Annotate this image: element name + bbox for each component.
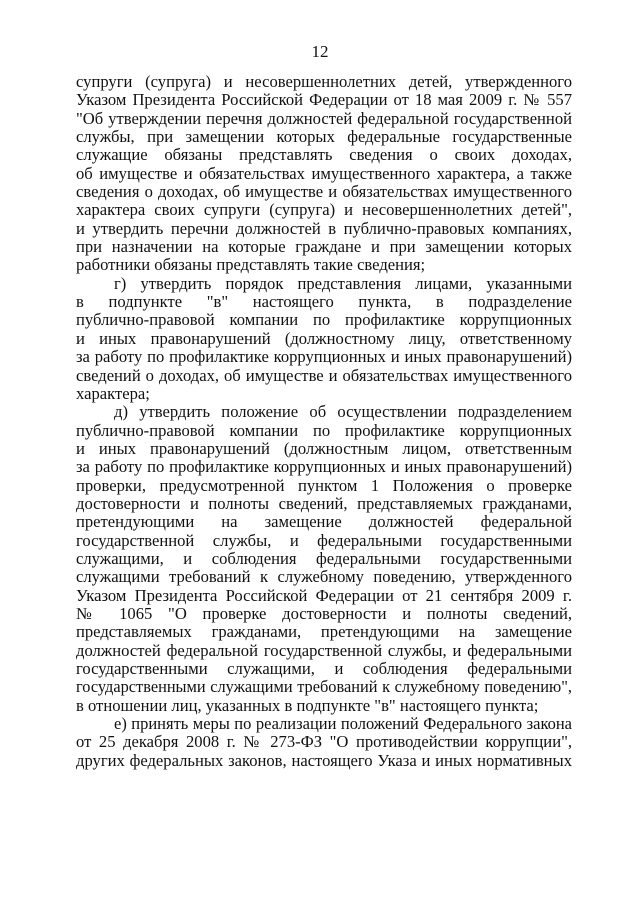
text-line: характера своих супруги (супруга) и несовершеннолетних детей", xyxy=(76,200,572,220)
text-line: проверки, предусмотренной пунктом 1 Положения о проверке xyxy=(76,475,572,495)
text-line: службы, при замещении которых федеральные государственные xyxy=(76,127,572,147)
document-body xyxy=(76,73,572,770)
text-line: характера; xyxy=(76,383,150,403)
text-line: служащими, и соблюдения федеральными государственными xyxy=(76,548,572,568)
text-line: других федеральных законов, настоящего Указа и иных нормативных xyxy=(76,750,572,770)
text-line: за работу по профилактике коррупционных и иных правонарушений) xyxy=(76,347,572,367)
text-line: в подпункте "в" настоящего пункта, в подразделение xyxy=(76,292,572,312)
text-line: работники обязаны представлять такие сведения; xyxy=(76,255,426,275)
text-line: в отношении лиц, указанных в подпункте "в" настоящего пункта; xyxy=(76,695,539,715)
text-line: за работу по профилактике коррупционных и иных правонарушений) xyxy=(76,457,572,477)
text-line: государственными служащими требований к служебному поведению", xyxy=(76,677,572,697)
text-line: "Об утверждении перечня должностей федеральной государственной xyxy=(76,108,572,128)
text-line: при назначении на которые граждане и при замещении которых xyxy=(76,237,572,257)
text-line: сведения о доходах, об имуществе и обязательствах имущественного xyxy=(76,182,572,202)
text-line: супруги (супруга) и несовершеннолетних детей, утвержденного xyxy=(76,72,572,91)
text-line: достоверности и полноты сведений, представляемых гражданами, xyxy=(76,493,572,513)
paragraph-start-line: е) принять меры по реализации положений Федерального закона xyxy=(114,714,572,734)
text-line: должностей федеральной государственной службы, и федеральными xyxy=(76,640,572,660)
text-line: представляемых гражданами, претендующими на замещение xyxy=(76,622,572,642)
page-number: 12 xyxy=(311,42,329,61)
text-line: государственными служащими, и соблюдения федеральными xyxy=(76,659,572,678)
text-line: сведений о доходах, об имуществе и обязательствах имущественного xyxy=(76,365,572,385)
paragraph-start-line: г) утвердить порядок представления лицами, указанными xyxy=(114,273,572,293)
text-line: служащие обязаны представлять сведения о своих доходах, xyxy=(76,145,572,165)
text-line: Указом Президента Российской Федерации от 18 мая 2009 г. № 557 xyxy=(76,90,572,110)
text-line: претендующими на замещение должностей федеральной xyxy=(76,512,572,532)
text-line: публично-правовой компании по профилактике коррупционных xyxy=(76,310,572,330)
text-line: от 25 декабря 2008 г. № 273-ФЗ "О противодействии коррупции", xyxy=(76,732,572,752)
text-line: государственной службы, и федеральными государственными xyxy=(76,530,572,550)
text-line: об имуществе и обязательствах имущественного характера, а также xyxy=(76,163,572,183)
text-line: и иных правонарушений (должностному лицу, ответственному xyxy=(76,328,572,348)
paragraph-start-line: д) утвердить положение об осуществлении подразделением xyxy=(114,402,572,422)
text-line: № 1065 "О проверке достоверности и полноты сведений, xyxy=(76,603,572,623)
text-line: служащими требований к служебному поведению, утвержденного xyxy=(76,567,572,587)
text-line: публично-правовой компании по профилактике коррупционных xyxy=(76,420,572,440)
text-line: и утвердить перечни должностей в публично-правовых компаниях, xyxy=(76,218,572,238)
text-line: Указом Президента Российской Федерации от 21 сентября 2009 г. xyxy=(76,585,572,605)
text-line: и иных правонарушений (должностным лицом, ответственным xyxy=(76,438,572,458)
